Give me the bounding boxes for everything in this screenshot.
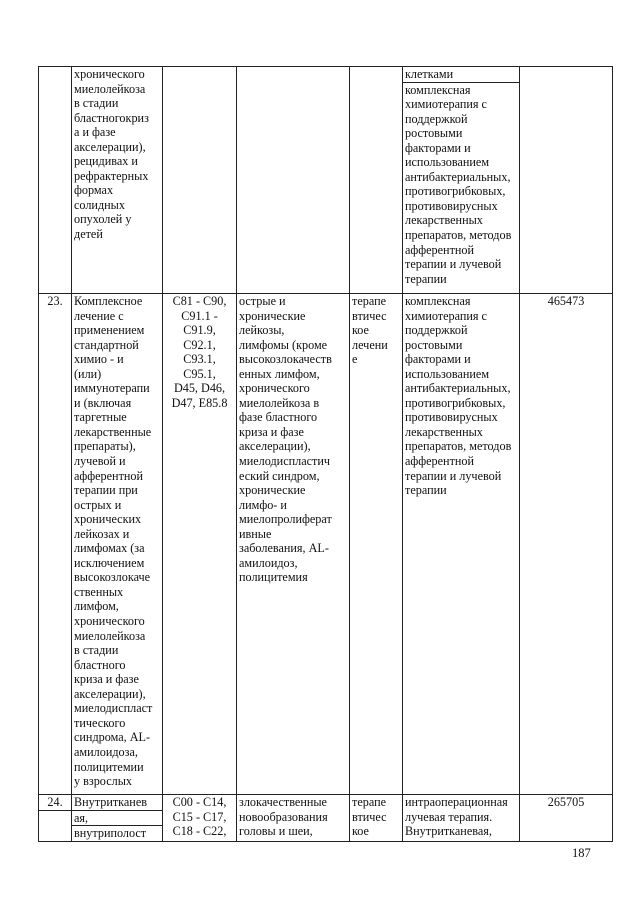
- treatment-method-cell: [403, 67, 520, 294]
- treatment-type-cell: [350, 67, 403, 294]
- treatment-method-cell: [403, 795, 520, 842]
- treatment-type-line: кое: [352, 323, 369, 338]
- table-row: [39, 67, 613, 294]
- service-name-line: в стадии: [74, 643, 119, 658]
- service-name-line: и (включая: [74, 395, 132, 410]
- service-name-line: миелолейкоза: [74, 628, 146, 643]
- icd-codes-cell: [163, 67, 237, 294]
- service-name-line: таргетные: [74, 410, 127, 425]
- service-name-line: лейкозах и: [74, 526, 130, 541]
- treatment-method-line: лекарственных: [405, 424, 483, 439]
- service-name-line: а и фазе: [74, 125, 116, 140]
- treatment-method-line: ростовыми: [405, 126, 463, 141]
- norm-cost-cell: [520, 795, 613, 842]
- treatment-type-line: терапе: [352, 294, 387, 308]
- treatment-method-line: противогрибковых,: [405, 184, 506, 199]
- patient-model-line: миелодиспластич: [239, 454, 331, 469]
- service-name-line: препараты),: [74, 439, 136, 454]
- service-name-line: криза и фазе: [74, 672, 139, 687]
- service-name-line: в стадии: [74, 96, 119, 111]
- treatment-method-line: лекарственных: [405, 213, 483, 228]
- service-name-cell: [72, 67, 163, 294]
- service-name-cell: [72, 795, 163, 842]
- service-name-line: рецидивах и: [74, 154, 138, 169]
- icd-code-line: D45, D46,: [173, 381, 226, 396]
- service-name-line: лучевой и: [74, 454, 126, 469]
- icd-code-line: C81 - C90,: [172, 294, 227, 308]
- norm-cost-value: 265705: [547, 795, 585, 809]
- treatment-table: [38, 66, 613, 842]
- service-name-line: терапии при: [74, 483, 138, 498]
- patient-model-line: акселерации),: [239, 439, 311, 454]
- treatment-method-line: Внутритканевая,: [405, 824, 492, 839]
- patient-model-line: хронические: [239, 308, 306, 323]
- service-name-line: рефрактерных: [74, 168, 149, 183]
- service-name-line: высокозлокаче: [74, 570, 151, 585]
- treatment-method-line: химиотерапия с: [405, 308, 487, 323]
- icd-code-line: C91.9,: [183, 323, 216, 338]
- treatment-method-line: поддержкой: [405, 111, 468, 126]
- treatment-method-line: антибактериальных,: [405, 169, 511, 184]
- service-name-cell: [72, 294, 163, 795]
- patient-model-line: ивные: [239, 526, 272, 541]
- icd-code-line: C93.1,: [183, 352, 216, 367]
- service-name-line: исключением: [74, 555, 145, 570]
- treatment-method-line: комплексная: [405, 294, 471, 308]
- patient-model-line: лейкозы,: [239, 323, 285, 338]
- treatment-method-line: афферентной: [405, 242, 475, 257]
- row-number-cell: [39, 795, 72, 842]
- treatment-type-line: терапе: [352, 795, 387, 809]
- service-name-line: иммунотерапи: [74, 381, 150, 396]
- treatment-method-line: препаратов, методов: [405, 228, 512, 243]
- treatment-type-line: втичес: [352, 308, 387, 323]
- icd-code-line: D47, E85.8: [171, 395, 228, 410]
- icd-codes-cell: [163, 795, 237, 842]
- service-name-line: миелолейкоза: [74, 81, 146, 96]
- icd-code-line: C15 - C17,: [172, 809, 227, 824]
- treatment-method-line: клетками: [403, 67, 519, 83]
- patient-model-line: лимфомы (кроме: [239, 337, 328, 352]
- service-name-line: стандартной: [74, 337, 139, 352]
- patient-model-line: амилоидоз,: [239, 555, 298, 570]
- service-name-line: (или): [74, 366, 102, 381]
- treatment-method-line: антибактериальных,: [405, 381, 511, 396]
- patient-model-cell: [237, 294, 350, 795]
- treatment-method-line: афферентной: [405, 454, 475, 469]
- service-name-line: полицитемии: [74, 759, 144, 774]
- patient-model-line: острые и: [239, 294, 286, 308]
- service-name-line: лимфом,: [74, 599, 119, 614]
- patient-model-line: полицитемия: [239, 570, 308, 585]
- treatment-type-line: лечени: [352, 337, 388, 352]
- row-number: 23.: [47, 294, 63, 308]
- patient-model-line: лимфо- и: [239, 497, 287, 512]
- treatment-method-line: использованием: [405, 155, 490, 170]
- service-name-line: хронических: [74, 512, 142, 527]
- icd-code-line: C18 - C22,: [172, 824, 227, 839]
- service-name-line: опухолей у: [74, 212, 132, 227]
- patient-model-line: криза и фазе: [239, 424, 304, 439]
- icd-codes-cell: [163, 294, 237, 795]
- service-name-line: лимфомах (за: [74, 541, 145, 556]
- service-name-line: ственных: [74, 584, 124, 599]
- treatment-method-line: использованием: [405, 366, 490, 381]
- service-name-line: тического: [74, 715, 126, 730]
- row-number-cell: [39, 67, 72, 294]
- treatment-type-cell: [350, 294, 403, 795]
- icd-code-line: C95.1,: [183, 366, 216, 381]
- treatment-method-line: комплексная: [405, 82, 471, 97]
- service-name-line: Комплексное: [74, 294, 143, 308]
- treatment-type-cell: [350, 795, 403, 842]
- patient-model-line: хронического: [239, 381, 310, 396]
- service-name-line: бластного: [74, 657, 126, 672]
- treatment-method-line: противовирусных: [405, 410, 498, 425]
- service-name-line: синдрома, AL-: [74, 730, 151, 745]
- patient-model-line: заболевания, AL-: [239, 541, 329, 556]
- treatment-method-cell: [403, 294, 520, 795]
- row-number: 24.: [39, 795, 71, 811]
- patient-model-line: миелолейкоза в: [239, 395, 320, 410]
- patient-model-line: высокозлокачеств: [239, 352, 332, 367]
- service-name-line: детей: [74, 227, 103, 242]
- service-name-line: акселерации),: [74, 686, 146, 701]
- treatment-method-line: интраоперационная: [405, 795, 508, 809]
- treatment-type-line: кое: [352, 824, 369, 839]
- icd-code-line: C00 - C14,: [172, 795, 227, 809]
- service-name-line: миелодиспласт: [74, 701, 153, 716]
- treatment-method-line: терапии: [405, 483, 447, 498]
- treatment-method-line: факторами и: [405, 140, 471, 155]
- service-name-line: солидных: [74, 197, 125, 212]
- service-name-line: острых и: [74, 497, 122, 512]
- patient-model-line: фазе бластного: [239, 410, 318, 425]
- treatment-method-line: терапии и лучевой: [405, 257, 502, 272]
- patient-model-line: новообразования: [239, 809, 328, 824]
- patient-model-cell: [237, 795, 350, 842]
- patient-model-cell: [237, 67, 350, 294]
- service-name-line: акселерации),: [74, 139, 146, 154]
- icd-code-line: C91.1 -: [181, 308, 218, 323]
- page-number: 187: [572, 846, 591, 860]
- service-name-line: амилоидоза,: [74, 744, 138, 759]
- treatment-method-line: противогрибковых,: [405, 395, 506, 410]
- service-name-line: применением: [74, 323, 145, 338]
- treatment-method-line: ростовыми: [405, 337, 463, 352]
- service-name-line: у взрослых: [74, 774, 132, 789]
- treatment-method-line: поддержкой: [405, 323, 468, 338]
- patient-model-line: злокачественные: [239, 795, 327, 809]
- icd-code-line: C92.1,: [183, 337, 216, 352]
- service-name-line: формах: [74, 183, 114, 198]
- norm-cost-value: 465473: [547, 294, 585, 308]
- service-name-line: лекарственные: [74, 424, 152, 439]
- patient-model-line: миелопролиферат: [239, 512, 332, 527]
- service-name-line: хронического: [74, 614, 145, 629]
- service-name-line: внутриполост: [74, 826, 147, 841]
- service-name-line: химио - и: [74, 352, 124, 367]
- service-name-line: Внутритканев: [72, 795, 162, 811]
- treatment-method-line: факторами и: [405, 352, 471, 367]
- treatment-method-line: химиотерапия с: [405, 97, 487, 112]
- treatment-type-line: е: [352, 352, 358, 367]
- treatment-method-line: препаратов, методов: [405, 439, 512, 454]
- row-number-cell: [39, 294, 72, 795]
- patient-model-line: хронические: [239, 483, 306, 498]
- norm-cost-cell: [520, 67, 613, 294]
- service-name-line: афферентной: [74, 468, 144, 483]
- treatment-type-line: втичес: [352, 809, 387, 824]
- table-row: [39, 294, 613, 795]
- service-name-line: ая,: [72, 811, 162, 827]
- patient-model-line: головы и шеи,: [239, 824, 313, 839]
- treatment-method-line: терапии и лучевой: [405, 468, 502, 483]
- treatment-method-line: терапии: [405, 271, 447, 286]
- norm-cost-cell: [520, 294, 613, 795]
- service-name-line: лечение с: [74, 308, 124, 323]
- service-name-line: бластногокриз: [74, 110, 149, 125]
- treatment-method-line: противовирусных: [405, 198, 498, 213]
- patient-model-line: еский синдром,: [239, 468, 320, 483]
- service-name-line: хронического: [74, 67, 145, 81]
- patient-model-line: енных лимфом,: [239, 366, 320, 381]
- treatment-method-line: лучевая терапия.: [405, 809, 493, 824]
- table-row: [39, 795, 613, 842]
